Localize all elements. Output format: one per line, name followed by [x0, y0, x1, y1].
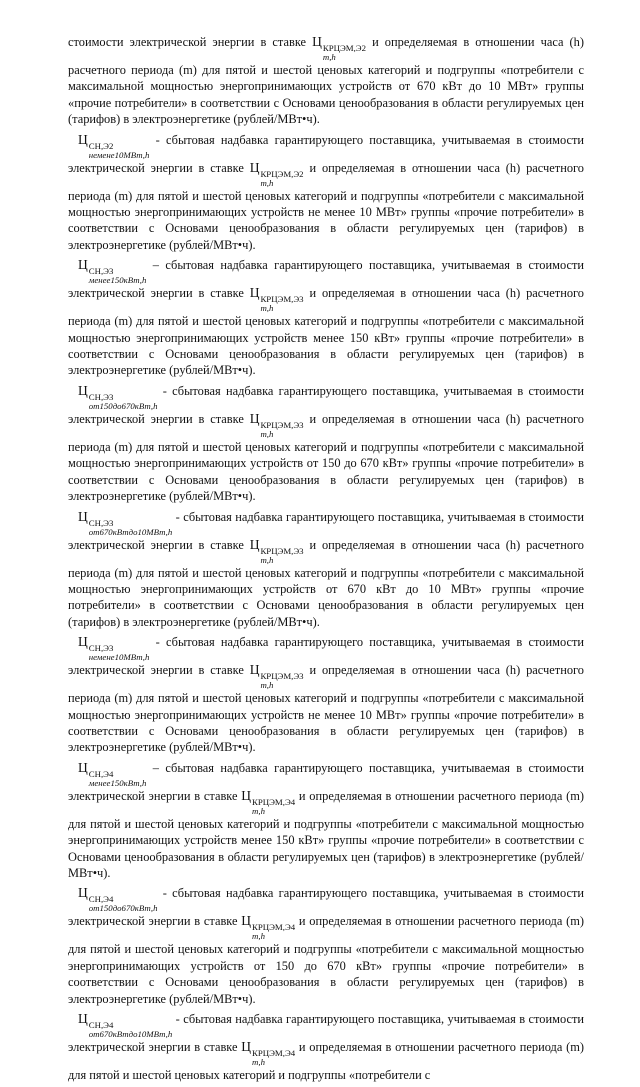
- paragraph-text: и определяемая в отношении часа (h) расчетного периода (m) для пятой и шестой ценовых категорий и подгруппы «потребители с максимальной мощностью энергопринимающих устройств от 150 до 670 кВт» группы «прочие потребители» в соответствии с Основами ценообразования в области регулируемых цен (тарифов) в электроэнергетике (рублей/МВт•ч).: [68, 411, 584, 504]
- symbol-base: Ц: [241, 913, 252, 929]
- symbol-superscript: КРЦЭМ,Э4: [252, 796, 296, 807]
- paragraph-text: и определяемая в отношении часа (h) расчетного периода (m) для пятой и шестой ценовых категорий и подгруппы «потребители с максимальной мощностью энергопринимающих устройств от 670 кВт до 10 МВт» группы «прочие потребители» в соответствии с Основами ценообразования в области регулируемых цен (тарифов) в электроэнергетике (рублей/МВт•ч).: [68, 35, 584, 127]
- symbol-superscript: СН,Э3: [88, 643, 114, 654]
- symbol-subscript: m,h: [260, 303, 274, 314]
- symbol-superscript: СН,Э3: [88, 391, 114, 402]
- rate-symbol: [250, 662, 304, 690]
- symbol-superscript: КРЦЭМ,Э3: [260, 545, 304, 556]
- definition-paragraph: [68, 509, 584, 631]
- symbol-base: Ц: [249, 536, 260, 552]
- symbol-subscript: m,h: [260, 554, 274, 565]
- symbol-subscript: m,h: [252, 931, 265, 942]
- symbol-superscript: СН,Э2: [88, 140, 114, 151]
- paragraph-text: сбытовая надбавка гарантирующего поставщика, учитываемая в стоимости электрической энергии в ставке: [68, 635, 584, 678]
- definitions-list: [68, 132, 584, 1084]
- symbol-superscript: КРЦЭМ,Э3: [260, 294, 304, 305]
- definition-paragraph: [68, 132, 584, 254]
- symbol-base: Ц: [312, 34, 322, 49]
- rate-symbol: [250, 537, 304, 565]
- definition-dash: –: [146, 760, 166, 775]
- symbol-subscript: менее150кВт,h: [88, 777, 147, 788]
- symbol-subscript: немене10МВт,h: [88, 149, 150, 160]
- definition-dash: -: [157, 383, 173, 398]
- symbol-base: Ц: [249, 410, 260, 426]
- paragraph-text: сбытовая надбавка гарантирующего поставщика, учитываемая в стоимости электрической энергии в ставке: [68, 509, 584, 552]
- symbol-subscript: от150до670кВт,h: [88, 903, 158, 914]
- paragraph: [68, 34, 584, 128]
- symbol-subscript: m,h: [252, 805, 265, 816]
- definition-dash: -: [157, 886, 173, 901]
- symbol-subscript: m,h: [260, 177, 274, 188]
- rate-symbol: [250, 160, 304, 188]
- definition-dash: -: [172, 509, 184, 524]
- rate-symbol: [312, 34, 366, 62]
- paragraph-text: и определяемая в отношении часа (h) расчетного периода (m) для пятой и шестой ценовых категорий и подгруппы «потребители с максимальной мощностью энергопринимающих устройств не менее 10 МВт» группы «прочие потребители» в соответствии с Основами ценообразования в области регулируемых цен (тарифов) в электроэнергетике (рублей/МВт•ч).: [68, 663, 584, 755]
- definition-paragraph: [68, 1011, 584, 1083]
- symbol-superscript: СН,Э4: [88, 1020, 114, 1030]
- symbol-superscript: СН,Э4: [88, 768, 114, 779]
- paragraph-text: и определяемая в отношении часа (h) расчетного периода (m) для пятой и шестой ценовых категорий и подгруппы «потребители с максимальной мощностью энергопринимающих устройств не менее 10 МВт» группы «прочие потребители» в соответствии с Основами ценообразования в области регулируемых цен (тарифов) в электроэнергетике (рублей/МВт•ч).: [68, 160, 584, 252]
- definition-dash: -: [149, 132, 167, 147]
- symbol-base: Ц: [78, 382, 88, 398]
- symbol-subscript: от150до670кВт,h: [88, 400, 158, 411]
- rate-symbol: [241, 788, 295, 816]
- definition-paragraph: [68, 634, 584, 756]
- definition-dash: -: [149, 635, 167, 650]
- symbol-subscript: m,h: [322, 52, 336, 62]
- definition-paragraph: [68, 885, 584, 1007]
- paragraph-text: сбытовая надбавка гарантирующего поставщика, учитываемая в стоимости электрической энергии в ставке: [68, 383, 584, 426]
- paragraph-text: сбытовая надбавка гарантирующего поставщика, учитываемая в стоимости электрической энергии в ставке: [68, 760, 584, 803]
- symbol-base: Ц: [78, 634, 88, 650]
- symbol-base: Ц: [249, 159, 260, 175]
- paragraph-text: сбытовая надбавка гарантирующего поставщика, учитываемая в стоимости электрической энергии в ставке: [68, 132, 584, 175]
- surcharge-symbol: [68, 257, 146, 285]
- symbol-superscript: КРЦЭМ,Э2: [322, 43, 367, 53]
- symbol-base: Ц: [249, 285, 260, 301]
- definition-paragraph: [68, 760, 584, 882]
- symbol-base: Ц: [78, 257, 88, 273]
- symbol-subscript: менее150кВт,h: [88, 275, 147, 286]
- surcharge-symbol: [68, 132, 149, 160]
- symbol-subscript: m,h: [252, 1057, 265, 1067]
- paragraph-text: и определяемая в отношении расчетного периода (m) для пятой и шестой ценовых категорий и подгруппы «потребители с максимальной мощностью энергопринимающих устройств менее 150 кВт» группы «прочие потребители» в соответствии с Основами ценообразования в области регулируемых цен (тарифов) в электроэнергетике (рублей/МВт•ч).: [68, 788, 585, 880]
- rate-symbol: [241, 1039, 295, 1067]
- surcharge-symbol: [68, 634, 149, 662]
- definition-paragraph: [68, 383, 584, 505]
- symbol-superscript: КРЦЭМ,Э2: [260, 168, 304, 179]
- paragraph-text: и определяемая в отношении расчетного периода (m) для пятой и шестой ценовых категорий и подгруппы «потребители с максимальной мощностью энергопринимающих устройств от 150 до 670 кВт» группы «прочие потребители» в соответствии с Основами ценообразования в области регулируемых цен (тарифов) в электроэнергетике (рублей/МВт•ч).: [68, 914, 585, 1006]
- definition-dash: –: [146, 258, 166, 273]
- rate-symbol: [250, 285, 304, 313]
- symbol-subscript: от670кВтдо10МВт,h: [88, 526, 173, 537]
- symbol-subscript: m,h: [260, 680, 274, 691]
- symbol-base: Ц: [241, 787, 252, 803]
- symbol-superscript: КРЦЭМ,Э4: [252, 922, 296, 933]
- document-page: [68, 34, 584, 1087]
- rate-symbol: [241, 913, 295, 941]
- symbol-superscript: КРЦЭМ,Э3: [260, 419, 304, 430]
- definition-dash: -: [172, 1012, 184, 1026]
- symbol-base: Ц: [78, 1011, 88, 1026]
- definition-paragraph: [68, 257, 584, 379]
- symbol-base: Ц: [241, 1039, 252, 1054]
- surcharge-symbol: [68, 383, 158, 411]
- rate-symbol: [250, 411, 304, 439]
- symbol-subscript: от670кВтдо10МВт,h: [88, 1029, 173, 1039]
- surcharge-symbol: [68, 760, 146, 788]
- symbol-base: Ц: [78, 508, 88, 524]
- paragraph-text: сбытовая надбавка гарантирующего поставщика, учитываемая в стоимости электрической энергии в ставке: [68, 258, 584, 301]
- paragraph-text: сбытовая надбавка гарантирующего поставщика, учитываемая в стоимости электрической энергии в ставке: [68, 1012, 584, 1054]
- symbol-superscript: КРЦЭМ,Э3: [260, 671, 304, 682]
- symbol-superscript: СН,Э3: [88, 266, 114, 277]
- surcharge-symbol: [68, 1011, 172, 1039]
- symbol-subscript: m,h: [260, 428, 274, 439]
- symbol-base: Ц: [78, 759, 88, 775]
- symbol-superscript: КРЦЭМ,Э4: [252, 1048, 296, 1058]
- paragraph-text: стоимости электрической энергии в ставке: [68, 35, 313, 49]
- paragraph-text: и определяемая в отношении расчетного периода (m) для пятой и шестой ценовых категорий и подгруппы «потребители с: [68, 1040, 585, 1082]
- paragraph-text: и определяемая в отношении часа (h) расчетного периода (m) для пятой и шестой ценовых категорий и подгруппы «потребители с максимальной мощностью энергопринимающих устройств от 670 кВт до 10 МВт» группы «прочие потребители» в соответствии с Основами ценообразования в области регулируемых цен (тарифов) в электроэнергетике (рублей/МВт•ч).: [68, 537, 584, 629]
- symbol-base: Ц: [249, 662, 260, 678]
- symbol-superscript: СН,Э3: [88, 517, 114, 528]
- symbol-superscript: СН,Э4: [88, 894, 114, 905]
- paragraph-text: и определяемая в отношении часа (h) расчетного периода (m) для пятой и шестой ценовых категорий и подгруппы «потребители с максимальной мощностью энергопринимающих устройств менее 150 кВт» группы «прочие потребители» в соответствии с Основами ценообразования в области регулируемых цен (тарифов) в электроэнергетике (рублей/МВт•ч).: [68, 286, 584, 378]
- symbol-base: Ц: [78, 885, 88, 901]
- surcharge-symbol: [68, 885, 158, 913]
- symbol-subscript: немене10МВт,h: [88, 652, 150, 663]
- paragraph-text: сбытовая надбавка гарантирующего поставщика, учитываемая в стоимости электрической энергии в ставке: [68, 886, 584, 929]
- symbol-base: Ц: [78, 131, 88, 147]
- surcharge-symbol: [68, 509, 172, 537]
